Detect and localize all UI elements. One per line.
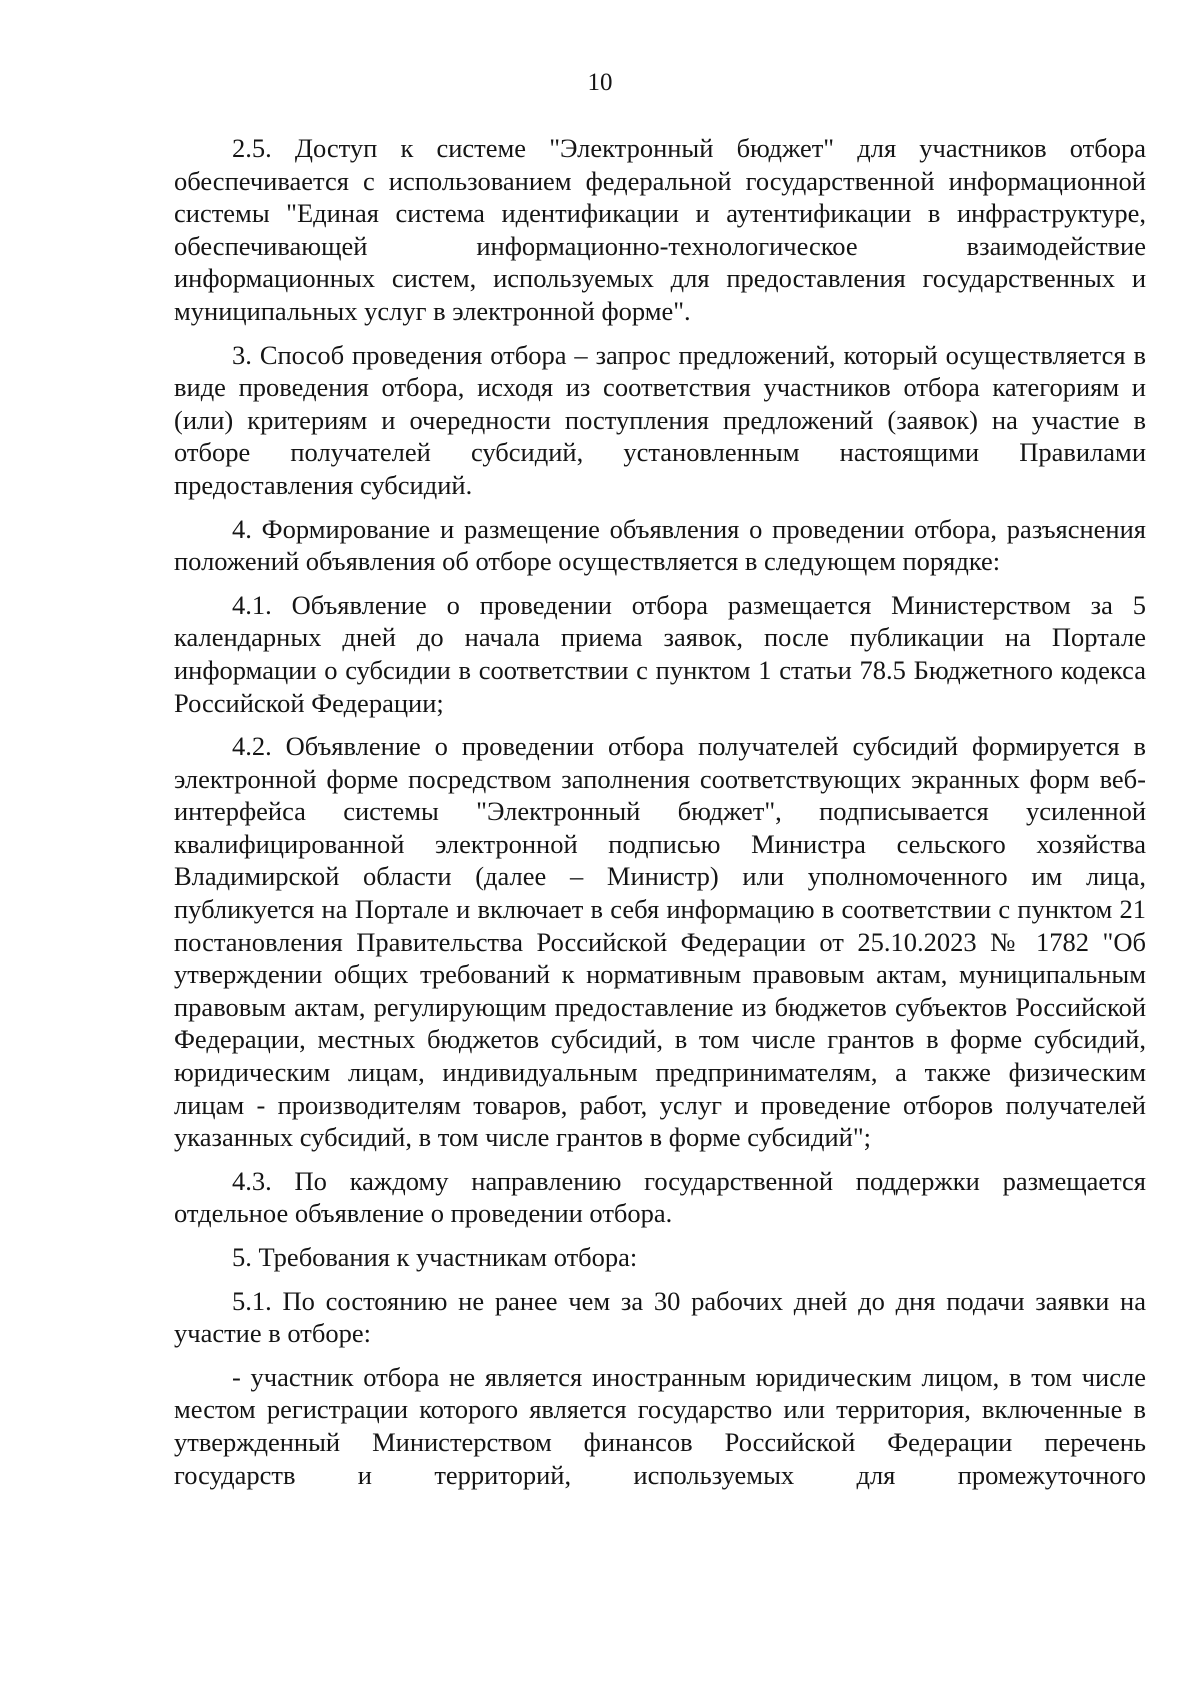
paragraph-2-5: 2.5. Доступ к системе "Электронный бюджет" для участников отбора обеспечивается с использованием федеральной государственной информационной системы "Единая система идентификации и аутентификации в инфраструктуре, обеспечивающей информационно-технологическое взаимодействие информационных систем, используемых для предоставления государственных и муниципальных услуг в электронной форме". (174, 133, 1146, 326)
paragraph-3: 3. Способ проведения отбора – запрос предложений, который осуществляется в виде проведения отбора, исходя из соответствия участников отбора категориям и (или) критериям и очередности поступления предложений (заявок) на участие в отборе получателей субсидий, установленным настоящими Правилами предоставления субсидий. (174, 339, 1146, 500)
paragraph-4-1: 4.1. Объявление о проведении отбора размещается Министерством за 5 календарных дней до начала приема заявок, после публикации на Портале информации о субсидии в соответствии с пунктом 1 статьи 78.5 Бюджетного кодекса Российской Федерации; (174, 589, 1146, 718)
document-body (174, 132, 1146, 1491)
paragraph-4-3: 4.3. По каждому направлению государственной поддержки размещается отдельное объявление о проведении отбора. (174, 1165, 1146, 1229)
paragraph-5: 5. Требования к участникам отбора: (232, 1242, 638, 1272)
page-number: 10 (587, 69, 613, 96)
paragraph-4: 4. Формирование и размещение объявления о проведении отбора, разъяснения положений объявления об отборе осуществляется в следующем порядке: (174, 513, 1146, 577)
paragraph-5-1: 5.1. По состоянию не ранее чем за 30 рабочих дней до дня подачи заявки на участие в отборе: (174, 1285, 1146, 1349)
paragraph-5-1-item: - участник отбора не является иностранным юридическим лицом, в том числе местом регистрации которого является государство или территория, включенные в утвержденный Министерством финансов Российской Федерации перечень государств и территорий, используемых для промежуточного (174, 1361, 1146, 1490)
paragraph-4-2: 4.2. Объявление о проведении отбора получателей субсидий формируется в электронной форме посредством заполнения соответствующих экранных форм веб-интерфейса системы "Электронный бюджет", подписывается усиленной квалифицированной электронной подписью Министра сельского хозяйства Владимирской области (далее – Министр) или уполномоченного им лица, публикуется на Портале и включает в себя информацию в соответствии с пунктом 21 постановления Правительства Российской Федерации от 25.10.2023 № 1782 "Об утверждении общих требований к нормативным правовым актам, муниципальным правовым актам, регулирующим предоставление из бюджетов субъектов Российской Федерации, местных бюджетов субсидий, в том числе грантов в форме субсидий, юридическим лицам, индивидуальным предпринимателям, а также физическим лицам - производителям товаров, работ, услуг и проведение отборов получателей указанных субсидий, в том числе грантов в форме субсидий"; (174, 731, 1146, 1153)
